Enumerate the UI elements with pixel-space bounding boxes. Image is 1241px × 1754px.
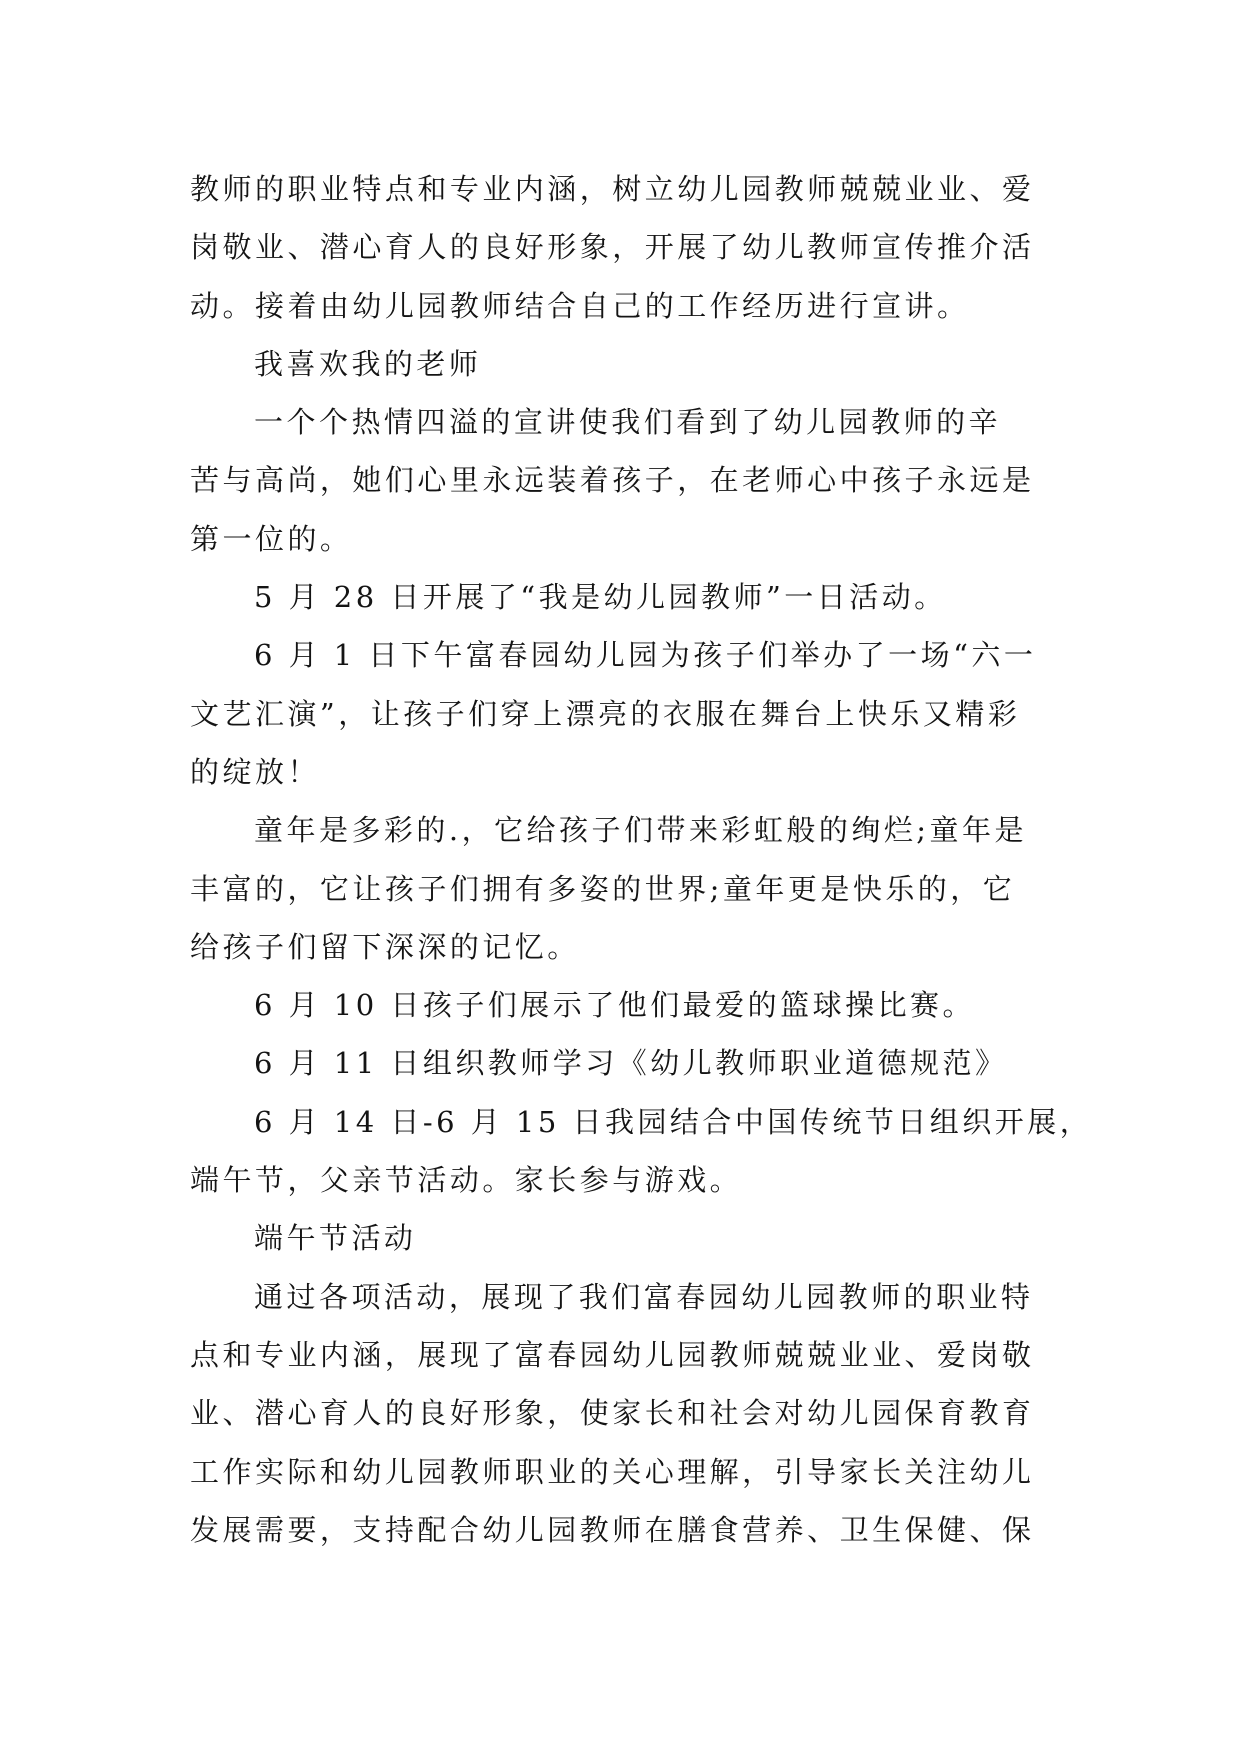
body-line: 通过各项活动，展现了我们富春园幼儿园教师的职业特 <box>254 1279 1034 1314</box>
body-line: 端午节，父亲节活动。家长参与游戏。 <box>190 1163 743 1198</box>
body-line: 动。接着由幼儿园教师结合自己的工作经历进行宣讲。 <box>190 288 970 323</box>
body-line: 的绽放！ <box>190 754 320 789</box>
body-line: 6 月 10 日孩子们展示了他们最爱的篮球操比赛。 <box>254 988 976 1023</box>
body-line: 丰富的，它让孩子们拥有多姿的世界;童年更是快乐的，它 <box>190 871 1016 906</box>
body-line: 文艺汇演”，让孩子们穿上漂亮的衣服在舞台上快乐又精彩 <box>190 696 1021 731</box>
body-line: 发展需要，支持配合幼儿园教师在膳食营养、卫生保健、保 <box>190 1512 1035 1547</box>
body-line: 5 月 28 日开展了“我是幼儿园教师”一日活动。 <box>254 580 947 615</box>
body-line: 第一位的。 <box>190 521 353 556</box>
section-heading-dragon-boat: 端午节活动 <box>254 1221 417 1256</box>
body-line: 点和专业内涵，展现了富春园幼儿园教师兢兢业业、爱岗敬 <box>190 1337 1035 1372</box>
body-line: 给孩子们留下深深的记忆。 <box>190 929 580 964</box>
section-heading-teacher: 我喜欢我的老师 <box>254 346 482 381</box>
body-line: 6 月 14 日-6 月 15 日我园结合中国传统节日组织开展， <box>254 1104 1093 1139</box>
body-line: 6 月 11 日组织教师学习《幼儿教师职业道德规范》 <box>254 1046 1008 1081</box>
body-line: 工作实际和幼儿园教师职业的关心理解，引导家长关注幼儿 <box>190 1454 1035 1489</box>
body-line: 6 月 1 日下午富春园幼儿园为孩子们举办了一场“六一 <box>254 638 1037 673</box>
document-body <box>190 160 1093 1559</box>
body-line: 岗敬业、潜心育人的良好形象，开展了幼儿教师宣传推介活 <box>190 230 1035 265</box>
body-line: 业、潜心育人的良好形象，使家长和社会对幼儿园保育教育 <box>190 1396 1035 1431</box>
body-line: 童年是多彩的.，它给孩子们带来彩虹般的绚烂;童年是 <box>254 813 1027 848</box>
body-line: 苦与高尚，她们心里永远装着孩子，在老师心中孩子永远是 <box>190 463 1035 498</box>
body-line: 一个个热情四溢的宣讲使我们看到了幼儿园教师的辛 <box>254 405 1002 440</box>
body-line: 教师的职业特点和专业内涵，树立幼儿园教师兢兢业业、爱 <box>190 172 1035 206</box>
